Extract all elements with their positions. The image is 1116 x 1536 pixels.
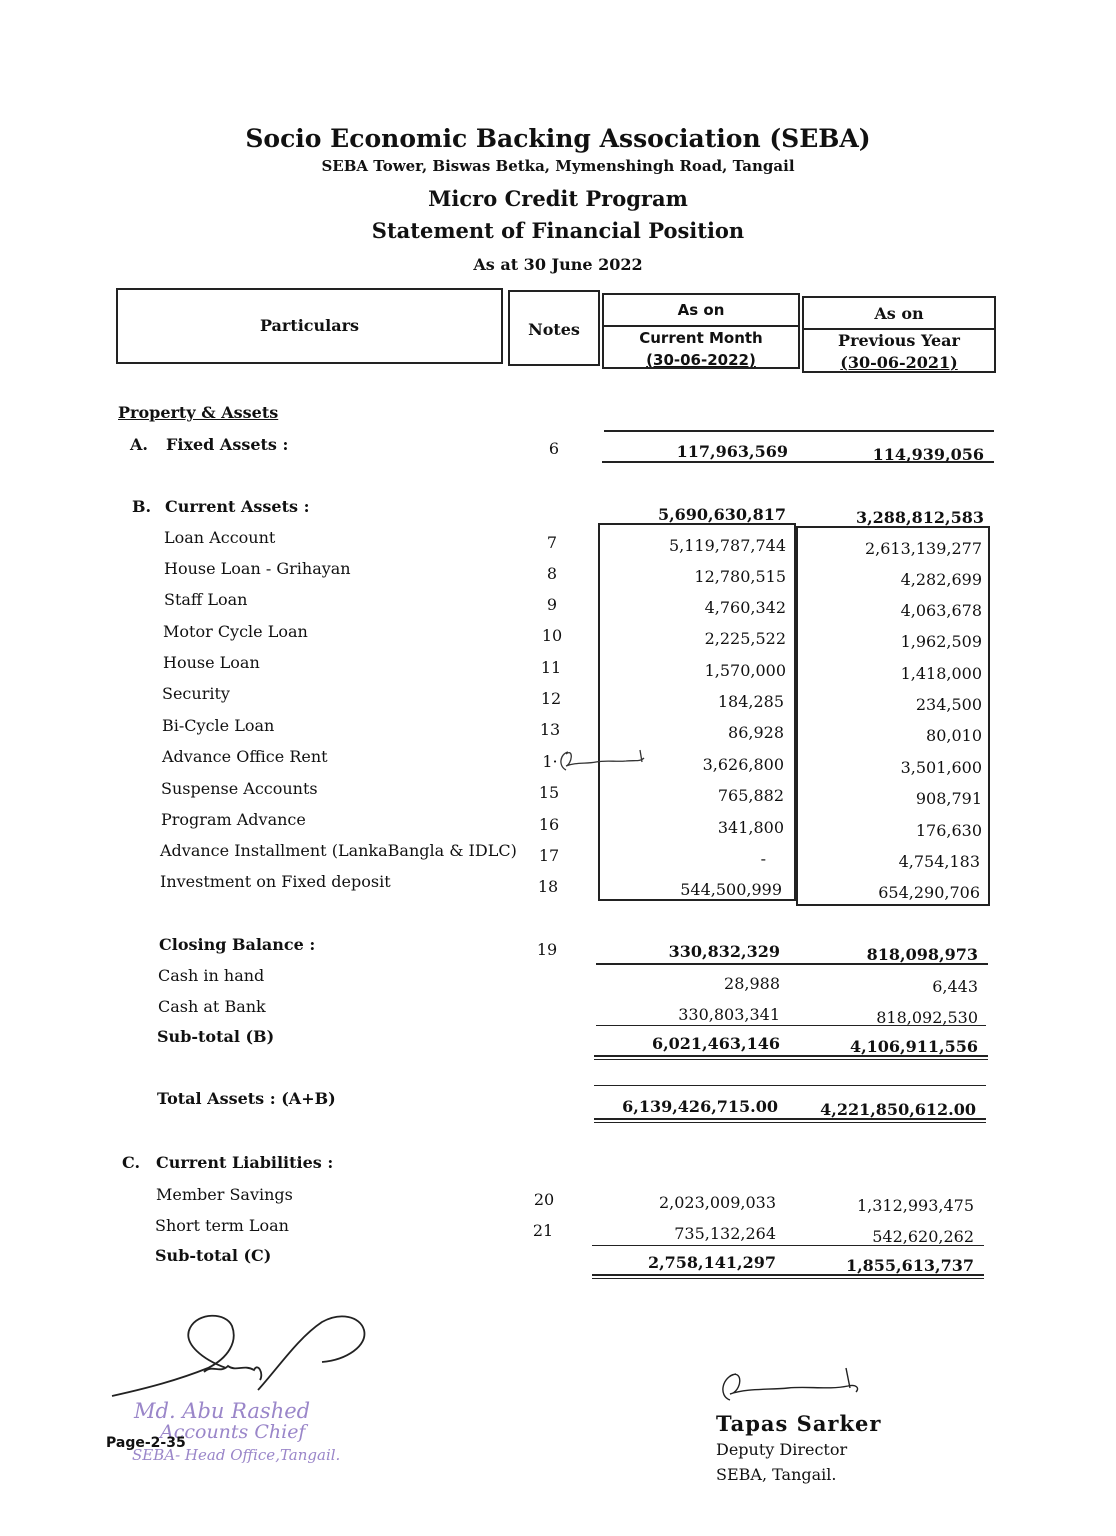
previous-as-on: As on: [874, 304, 924, 323]
closing-note: 19: [536, 940, 558, 959]
list-item-current: 3,626,800: [702, 755, 784, 774]
list-item-note: 8: [546, 564, 558, 583]
list-item-label: Suspense Accounts: [161, 779, 318, 798]
current-assets-letter: B.: [132, 497, 152, 516]
list-item-label: Advance Installment (LankaBangla & IDLC): [160, 841, 517, 860]
list-item-label: Bi-Cycle Loan: [162, 716, 275, 735]
total-assets-label: Total Assets : (A+B): [157, 1089, 336, 1108]
left-signer-office: SEBA- Head Office,Tangail.: [132, 1446, 341, 1464]
current-header-box: [602, 293, 800, 369]
section-title: Property & Assets: [118, 403, 279, 422]
previous-header-box: [802, 296, 996, 373]
list-item-current: 765,882: [717, 786, 784, 805]
total-assets-rule-2: [594, 1122, 986, 1123]
short-term-loan-label: Short term Loan: [155, 1216, 289, 1235]
list-item-label: Loan Account: [164, 528, 276, 547]
subtotal-b-label: Sub-total (B): [157, 1027, 275, 1046]
particulars-header-box: [116, 288, 503, 364]
list-item-note: 15: [538, 783, 560, 802]
previous-header-divider: [804, 328, 994, 330]
left-signature-icon: [108, 1308, 370, 1400]
list-item-note: 17: [538, 846, 560, 865]
list-item-current: 4,760,342: [704, 598, 786, 617]
list-item-current: 184,285: [717, 692, 784, 711]
subtotal-b-current: 6,021,463,146: [651, 1034, 780, 1053]
current-assets-previous: 3,288,812,583: [855, 508, 984, 527]
list-item-previous: 80,010: [926, 726, 982, 745]
cash-at-bank-previous: 818,092,530: [876, 1008, 978, 1027]
liabilities-letter: C.: [122, 1153, 141, 1172]
organization-address: SEBA Tower, Biswas Betka, Mymenshingh Road, Tangail: [321, 157, 795, 175]
cash-in-hand-label: Cash in hand: [158, 966, 265, 985]
initials-signature-icon: [556, 746, 648, 776]
short-term-loan-current: 735,132,264: [674, 1224, 776, 1243]
particulars-header: Particulars: [259, 316, 360, 335]
list-item-label: Motor Cycle Loan: [163, 622, 308, 641]
list-item-note: 12: [540, 689, 562, 708]
list-item-note: 10: [541, 626, 563, 645]
list-item-label: Staff Loan: [164, 590, 248, 609]
list-item-note: 1·: [542, 752, 558, 771]
list-item-previous: 2,613,139,277: [864, 539, 982, 558]
total-assets-current: 6,139,426,715.00: [622, 1097, 778, 1116]
right-signer-name: Tapas Sarker: [716, 1411, 882, 1436]
cash-in-hand-previous: 6,443: [932, 977, 978, 996]
fixed-assets-label: Fixed Assets :: [166, 435, 289, 454]
list-item-note: 16: [538, 815, 560, 834]
subtotal-c-rule-2: [592, 1278, 984, 1279]
list-item-current: -: [760, 849, 766, 868]
total-assets-rule-1: [594, 1118, 986, 1120]
current-as-on: As on: [677, 301, 725, 319]
total-assets-top-rule: [594, 1085, 986, 1086]
subtotal-b-rule-2: [594, 1059, 988, 1060]
subtotal-b-previous: 4,106,911,556: [849, 1037, 978, 1056]
page-number: Page-2-35: [106, 1435, 186, 1451]
list-item-previous: 654,290,706: [878, 883, 980, 902]
closing-previous: 818,098,973: [866, 945, 978, 964]
current-header-divider: [604, 325, 798, 327]
cash-at-bank-current: 330,803,341: [678, 1005, 780, 1024]
previous-year-label: Previous Year: [838, 331, 960, 350]
list-item-current: 86,928: [728, 723, 784, 742]
subtotal-b-rule-1: [594, 1055, 988, 1057]
subtotal-c-previous: 1,855,613,737: [845, 1256, 974, 1275]
list-item-previous: 908,791: [915, 789, 982, 808]
list-item-note: 13: [539, 720, 561, 739]
list-item-note: 18: [537, 877, 559, 896]
right-signature-icon: [714, 1366, 864, 1406]
list-item-note: 7: [546, 533, 558, 552]
cash-at-bank-label: Cash at Bank: [158, 997, 266, 1016]
list-item-previous: 1,962,509: [900, 632, 982, 651]
member-savings-current: 2,023,009,033: [658, 1193, 776, 1212]
list-item-previous: 4,063,678: [900, 601, 982, 620]
fixed-note: 6: [548, 439, 560, 458]
left-signer-name: Md. Abu Rashed: [134, 1399, 311, 1423]
list-item-current: 2,225,522: [704, 629, 786, 648]
list-item-label: Advance Office Rent: [162, 747, 328, 766]
subtotal-c-rule-1: [592, 1274, 984, 1276]
list-item-current: 12,780,515: [694, 567, 786, 586]
closing-balance-label: Closing Balance :: [159, 935, 316, 954]
subtotal-c-label: Sub-total (C): [155, 1246, 272, 1265]
list-item-previous: 4,282,699: [900, 570, 982, 589]
list-item-previous: 3,501,600: [900, 758, 982, 777]
statement-date: As at 30 June 2022: [473, 255, 643, 274]
short-term-loan-previous: 542,620,262: [872, 1227, 974, 1246]
right-signer-org: SEBA, Tangail.: [716, 1465, 837, 1484]
list-item-previous: 176,630: [915, 821, 982, 840]
fixed-top-rule: [604, 430, 994, 432]
left-signer-title: Accounts Chief: [160, 1421, 306, 1443]
right-signer-title: Deputy Director: [716, 1440, 848, 1459]
notes-header-box: [508, 290, 600, 366]
fixed-previous: 114,939,056: [872, 445, 984, 464]
liabilities-label: Current Liabilities :: [156, 1153, 334, 1172]
list-item-label: Security: [162, 684, 230, 703]
cash-in-hand-current: 28,988: [724, 974, 780, 993]
list-item-label: House Loan: [163, 653, 260, 672]
cash-subtotal-rule: [596, 1025, 986, 1026]
total-assets-previous: 4,221,850,612.00: [820, 1100, 976, 1119]
short-term-loan-note: 21: [532, 1221, 554, 1240]
subtotal-c-current: 2,758,141,297: [647, 1253, 776, 1272]
member-savings-label: Member Savings: [156, 1185, 293, 1204]
notes-header: Notes: [528, 320, 580, 339]
list-item-previous: 234,500: [915, 695, 982, 714]
list-item-previous: 1,418,000: [900, 664, 982, 683]
current-date-label: (30-06-2022): [646, 351, 756, 369]
liabilities-subtotal-rule: [592, 1245, 984, 1246]
list-item-note: 11: [540, 658, 562, 677]
list-item-label: Investment on Fixed deposit: [160, 872, 391, 891]
organization-title: Socio Economic Backing Association (SEBA): [245, 124, 871, 153]
current-assets-label: Current Assets :: [165, 497, 310, 516]
list-item-previous: 4,754,183: [898, 852, 980, 871]
list-item-current: 1,570,000: [704, 661, 786, 680]
fixed-current: 117,963,569: [676, 442, 788, 461]
list-item-note: 9: [546, 595, 558, 614]
program-title: Micro Credit Program: [428, 186, 688, 211]
list-item-current: 341,800: [717, 818, 784, 837]
previous-date-label: (30-06-2021): [840, 353, 958, 372]
closing-current: 330,832,329: [668, 942, 780, 961]
current-assets-current: 5,690,630,817: [657, 505, 786, 524]
list-item-current: 5,119,787,744: [668, 536, 786, 555]
member-savings-note: 20: [533, 1190, 555, 1209]
closing-rule: [596, 963, 988, 965]
current-month-label: Current Month: [639, 329, 763, 347]
statement-title: Statement of Financial Position: [371, 218, 745, 243]
list-item-label: House Loan - Grihayan: [164, 559, 351, 578]
fixed-bottom-rule: [602, 461, 994, 463]
fixed-letter: A.: [130, 435, 148, 454]
list-item-current: 544,500,999: [680, 880, 782, 899]
member-savings-previous: 1,312,993,475: [856, 1196, 974, 1215]
list-item-label: Program Advance: [161, 810, 306, 829]
